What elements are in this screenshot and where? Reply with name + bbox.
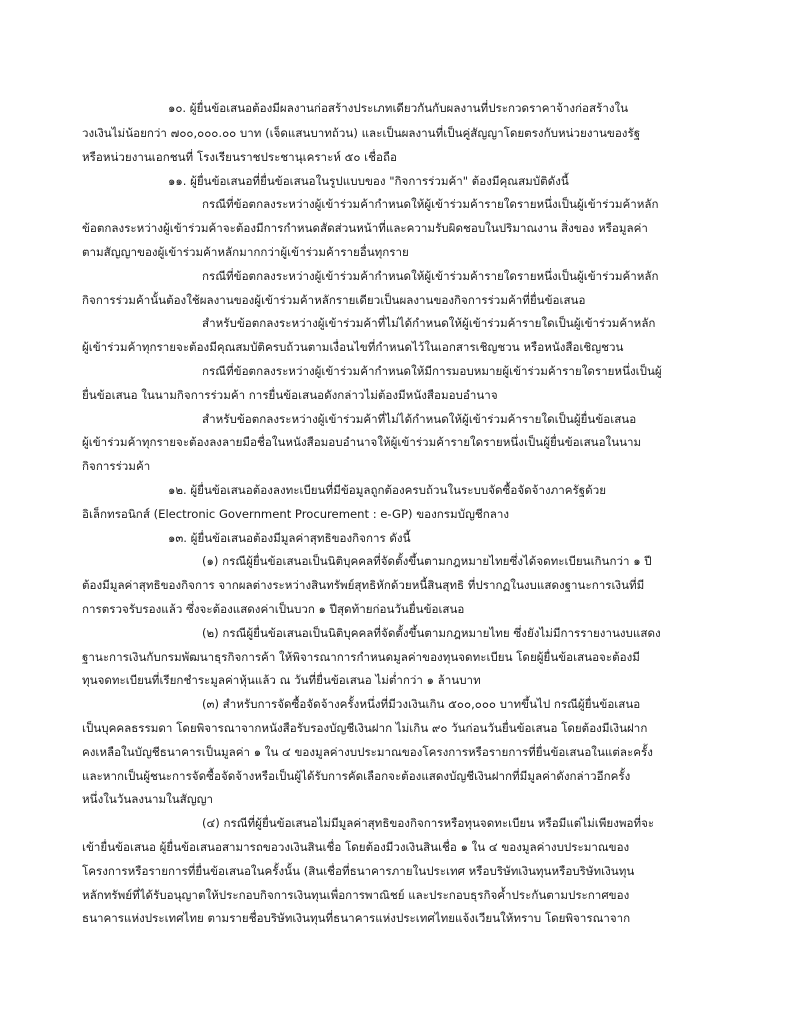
- text-line: หรือหน่วยงานเอกชนที่ โรงเรียนราชประชานุเคราะห์ ๕๐ เชื่อถือ: [82, 150, 397, 164]
- text-line: ๑๒. ผู้ยื่นข้อเสนอต้องลงทะเบียนที่มีข้อมูลถูกต้องครบถ้วนในระบบจัดซื้อจัดจ้างภาครัฐด้วย: [168, 483, 607, 497]
- text-line: การตรวจรับรองแล้ว ซึ่งจะต้องแสดงค่าเป็นบวก ๑ ปีสุดท้ายก่อนวันยื่นข้อเสนอ: [82, 602, 465, 616]
- text-line: หนึ่งในวันลงนามในสัญญา: [82, 792, 214, 806]
- text-line: สำหรับข้อตกลงระหว่างผู้เข้าร่วมค้าที่ไม่ได้กำหนดให้ผู้เข้าร่วมค้ารายใดเป็นผู้เข้าร่วมค้าหลัก: [202, 316, 656, 330]
- text-line: กรณีที่ข้อตกลงระหว่างผู้เข้าร่วมค้ากำหนดให้ผู้เข้าร่วมค้ารายใดรายหนึ่งเป็นผู้เข้าร่วมค้าหลัก: [202, 197, 659, 211]
- text-line: (๔) กรณีที่ผู้ยื่นข้อเสนอไม่มีมูลค่าสุทธิของกิจการหรือทุนจดทะเบียน หรือมีแต่ไม่เพียงพอที่จะ: [202, 816, 655, 830]
- text-line: ธนาคารแห่งประเทศไทย ตามรายชื่อบริษัทเงินทุนที่ธนาคารแห่งประเทศไทยแจ้งเวียนให้ทราบ โดยพิจารณาจาก: [82, 911, 631, 925]
- text-line: ทุนจดทะเบียนที่เรียกชำระมูลค่าหุ้นแล้ว ณ วันที่ยื่นข้อเสนอ ไม่ต่ำกว่า ๑ ล้านบาท: [82, 673, 481, 687]
- text-line: โครงการหรือรายการที่ยื่นข้อเสนอในครั้งนั้น (สินเชื่อที่ธนาคารภายในประเทศ หรือบริษัทเงินทุนหรือบริษัทเงินทุน: [82, 864, 635, 878]
- text-line: ยื่นข้อเสนอ ในนามกิจการร่วมค้า การยื่นข้อเสนอดังกล่าวไม่ต้องมีหนังสือมอบอำนาจ: [82, 388, 498, 402]
- text-line: ตามสัญญาของผู้เข้าร่วมค้าหลักมากกว่าผู้เข้าร่วมค้ารายอื่นทุกราย: [82, 245, 409, 259]
- text-line: อิเล็กทรอนิกส์ (Electronic Government Procurement : e-GP) ของกรมบัญชีกลาง: [82, 507, 510, 521]
- text-line: (๑) กรณีผู้ยื่นข้อเสนอเป็นนิติบุคคลที่จัดตั้งขึ้นตามกฎหมายไทยซึ่งได้จดทะเบียนเกินกว่า ๑ ปี: [202, 554, 652, 568]
- text-line: ข้อตกลงระหว่างผู้เข้าร่วมค้าจะต้องมีการกำหนดสัดส่วนหน้าที่และความรับผิดชอบในปริมาณงาน สิ่งของ หรือมูลค่า: [82, 221, 648, 235]
- text-line: ต้องมีมูลค่าสุทธิของกิจการ จากผลต่างระหว่างสินทรัพย์สุทธิหักด้วยหนี้สินสุทธิ ที่ปรากฏในงบแสดงฐานะการเงินที่มี: [82, 578, 645, 592]
- text-line: กรณีที่ข้อตกลงระหว่างผู้เข้าร่วมค้ากำหนดให้มีการมอบหมายผู้เข้าร่วมค้ารายใดรายหนึ่งเป็นผู้: [202, 364, 662, 378]
- text-line: หลักทรัพย์ที่ได้รับอนุญาตให้ประกอบกิจการเงินทุนเพื่อการพาณิชย์ และประกอบธุรกิจค้ำประกันตามประกาศของ: [82, 888, 630, 902]
- text-line: กิจการร่วมค้า: [82, 459, 151, 473]
- text-line: กิจการร่วมค้านั้นต้องใช้ผลงานของผู้เข้าร่วมค้าหลักรายเดียวเป็นผลงานของกิจการร่วมค้าที่ยื่นข้อเสนอ: [82, 293, 586, 307]
- text-line: สำหรับข้อตกลงระหว่างผู้เข้าร่วมค้าที่ไม่ได้กำหนดให้ผู้เข้าร่วมค้ารายใดเป็นผู้ยื่นข้อเสนอ: [202, 412, 637, 426]
- text-line: ๑๐. ผู้ยื่นข้อเสนอต้องมีผลงานก่อสร้างประเภทเดียวกันกับผลงานที่ประกวดราคาจ้างก่อสร้างใน: [168, 101, 629, 115]
- text-line: ผู้เข้าร่วมค้าทุกรายจะต้องลงลายมือชื่อในหนังสือมอบอำนาจให้ผู้เข้าร่วมค้ารายใดรายหนึ่งเป็นผู้ยื่นข้อเสนอในนาม: [82, 435, 642, 449]
- text-line: ฐานะการเงินกับกรมพัฒนาธุรกิจการค้า ให้พิจารณาการกำหนดมูลค่าของทุนจดทะเบียน โดยผู้ยื่นข้อเสนอจะต้องมี: [82, 650, 640, 664]
- text-line: เป็นบุคคลธรรมดา โดยพิจารณาจากหนังสือรับรองบัญชีเงินฝาก ไม่เกิน ๙๐ วันก่อนวันยื่นข้อเสนอ โดยต้องมีเงินฝาก: [82, 721, 648, 735]
- text-line: ผู้เข้าร่วมค้าทุกรายจะต้องมีคุณสมบัติครบถ้วนตามเงื่อนไขที่กำหนดไว้ในเอกสารเชิญชวน หรือหนังสือเชิญชวน: [82, 340, 624, 354]
- text-line: ๑๑. ผู้ยื่นข้อเสนอที่ยื่นข้อเสนอในรูปแบบของ "กิจการร่วมค้า" ต้องมีคุณสมบัติดังนี้: [168, 174, 569, 188]
- text-line: คงเหลือในบัญชีธนาคารเป็นมูลค่า ๑ ใน ๔ ของมูลค่างบประมาณของโครงการหรือรายการที่ยื่นข้อเสนอในแต่ละครั้ง: [82, 745, 653, 759]
- text-line: ๑๓. ผู้ยื่นข้อเสนอต้องมีมูลค่าสุทธิของกิจการ ดังนี้: [168, 531, 411, 545]
- text-line: (๓) สำหรับการจัดซื้อจัดจ้างครั้งหนึ่งที่มีวงเงินเกิน ๕๐๐,๐๐๐ บาทขึ้นไป กรณีผู้ยื่นข้อเสนอ: [202, 697, 641, 711]
- text-line: (๒) กรณีผู้ยื่นข้อเสนอเป็นนิติบุคคลที่จัดตั้งขึ้นตามกฎหมายไทย ซึ่งยังไม่มีการรายงานงบแสดง: [202, 626, 661, 640]
- text-line: เข้ายื่นข้อเสนอ ผู้ยื่นข้อเสนอสามารถขอวงเงินสินเชื่อ โดยต้องมีวงเงินสินเชื่อ ๑ ใน ๔ ของมูลค่างบประมาณของ: [82, 840, 630, 854]
- text-line: และหากเป็นผู้ชนะการจัดซื้อจัดจ้างหรือเป็นผู้ได้รับการคัดเลือกจะต้องแสดงบัญชีเงินฝากที่มีมูลค่าดังกล่าวอีกครั้ง: [82, 769, 631, 783]
- text-line: วงเงินไม่น้อยกว่า ๗๐๐,๐๐๐.๐๐ บาท (เจ็ดแสนบาทถ้วน) และเป็นผลงานที่เป็นคู่สัญญาโดยตรงกับหน่วยงานของรัฐ: [82, 126, 641, 140]
- text-line: กรณีที่ข้อตกลงระหว่างผู้เข้าร่วมค้ากำหนดให้ผู้เข้าร่วมค้ารายใดรายหนึ่งเป็นผู้เข้าร่วมค้าหลัก: [202, 269, 659, 283]
